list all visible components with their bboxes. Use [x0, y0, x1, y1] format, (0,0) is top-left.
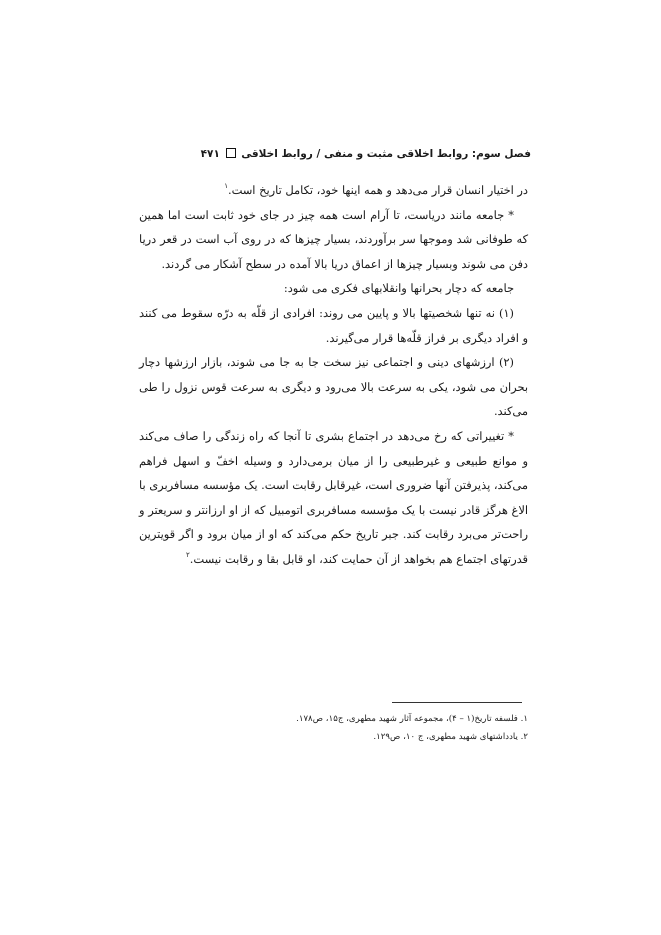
- paragraph-2: * جامعه مانند دریاست، تا آرام است همه چیز در جای خود ثابت است اما همین که طوفانی شد وموجها سر برآوردند، بسیار چیزها که در روی آب است در قعر دریا دفن می شوند وبسیار چیزها از اعماق دریا بالا آمده در سطح آشکار می گردند.: [139, 207, 528, 271]
- footnote-ref-2: ۲: [186, 550, 190, 559]
- chapter-title: فصل سوم: روابط اخلاقی مثبت و منفی / روابط اخلاقی: [241, 148, 531, 160]
- paragraph-5: (۲) ارزشهای دینی و اجتماعی نیز سخت جا به جا می شوند، بازار ارزشها دچار بحران می شود، یکی به سرعت بالا می‌رود و دیگری به سرعت قوس نزول را طی می‌کند.: [139, 355, 528, 419]
- main-text: [139, 178, 528, 572]
- page-number: ۴۷۱: [200, 148, 220, 160]
- footnote-1: ۱. فلسفه تاریخ(۱ – ۴)، مجموعه آثار شهید مطهری، ج۱۵، ص۱۷۸.: [296, 714, 528, 724]
- footnote-ref-1: ۱: [224, 182, 228, 190]
- footnote-2: ۲. یادداشتهای شهید مطهری، ج ۱۰، ص۱۲۹.: [373, 732, 528, 742]
- paragraph-6-text: * تغییراتی که رخ می‌دهد در اجتماع بشری تا آنجا که راه زندگی را صاف می‌کند و موانع طبیعی و غیرطبیعی را از میان برمی‌دارد و وسیله اخفّ و اسهل فراهم می‌کند، پذیرفتن آنها ضروری است، غیرقابل رقابت است. یک مؤسسه مسافربری با الاغ هرگز قادر نیست با یک مؤسسه مسافربری اتومبیل که از او ارزانتر و سریعتر و راحت‌تر می‌برد رقابت کند. جبر تاریخ حکم می‌کند که او از میان برود و اگر قویترین قدرتهای اجتماع هم بخواهد از آن حمایت کند، او قابل بقا و رقابت نیست.: [139, 428, 528, 566]
- running-header: [130, 146, 531, 162]
- footnotes: [139, 710, 528, 746]
- paragraph-1: [139, 178, 528, 203]
- paragraph-1-text: در اختیار انسان قرار می‌دهد و همه اینها خود، تکامل تاریخ است.: [227, 183, 528, 197]
- paragraph-6: [139, 424, 528, 572]
- footnote-divider: [392, 702, 522, 703]
- square-ornament-icon: [226, 148, 236, 158]
- paragraph-3: جامعه که دچار بحرانها وانقلابهای فکری می شود:: [283, 281, 514, 296]
- paragraph-4: (۱) نه تنها شخصیتها بالا و پایین می روند: افرادی از قلّه به درّه سقوط می کنند و افراد دیگری بر فراز قلّه‌ها قرار می‌گیرند.: [139, 305, 528, 345]
